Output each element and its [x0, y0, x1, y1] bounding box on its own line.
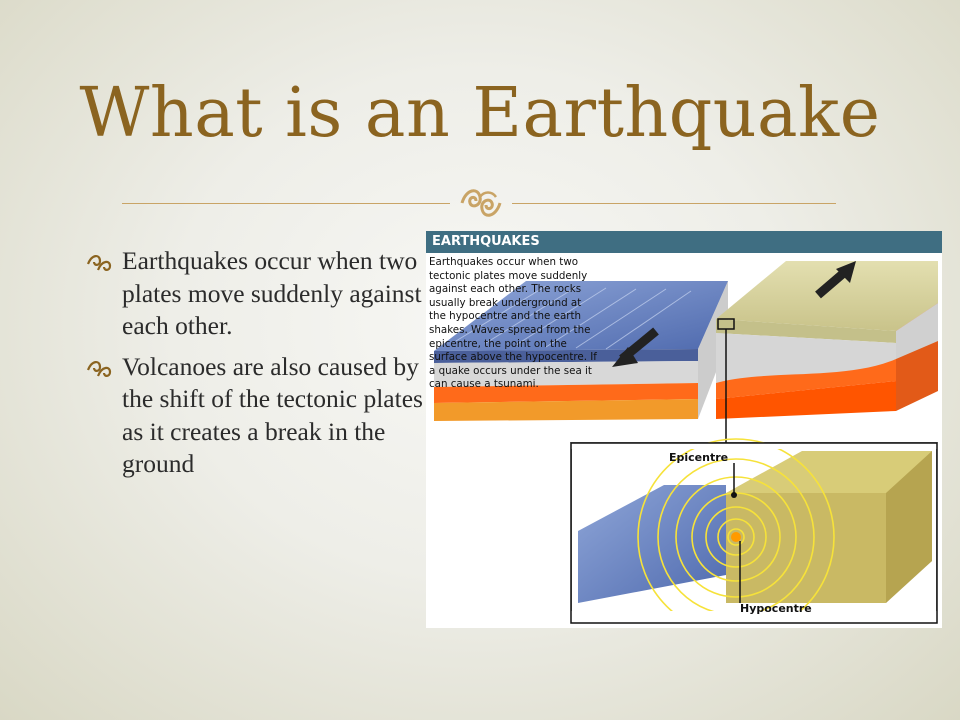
bullet-text: Earthquakes occur when two plates move suddenly against each other. [122, 246, 422, 340]
figure-header: EARTHQUAKES [426, 231, 942, 253]
earthquake-diagram [426, 231, 942, 628]
list-item [86, 351, 426, 481]
fleuron-bullet-icon [86, 358, 116, 380]
fleuron-ornament-icon [456, 183, 506, 223]
title-divider-right [512, 203, 836, 204]
bullet-list [86, 245, 426, 489]
list-item [86, 245, 426, 343]
epicentre-label: Epicentre [669, 451, 729, 464]
bullet-text: Volcanoes are also caused by the shift of the tectonic plates as it creates a break in the ground [122, 351, 423, 478]
title-divider-left [122, 203, 450, 204]
fleuron-bullet-icon [86, 252, 116, 274]
figure-description: Earthquakes occur when two tectonic plates move suddenly against each other. The rocks usually break underground at the hypocentre and the earth shakes. Waves spread from the epicentre, the point on the surface above the hypocentre. If a quake occurs under the sea it can cause a tsunami. [429, 256, 597, 391]
hypocentre-label: Hypocentre [740, 602, 812, 615]
slide-title: What is an Earthquake [79, 74, 881, 153]
